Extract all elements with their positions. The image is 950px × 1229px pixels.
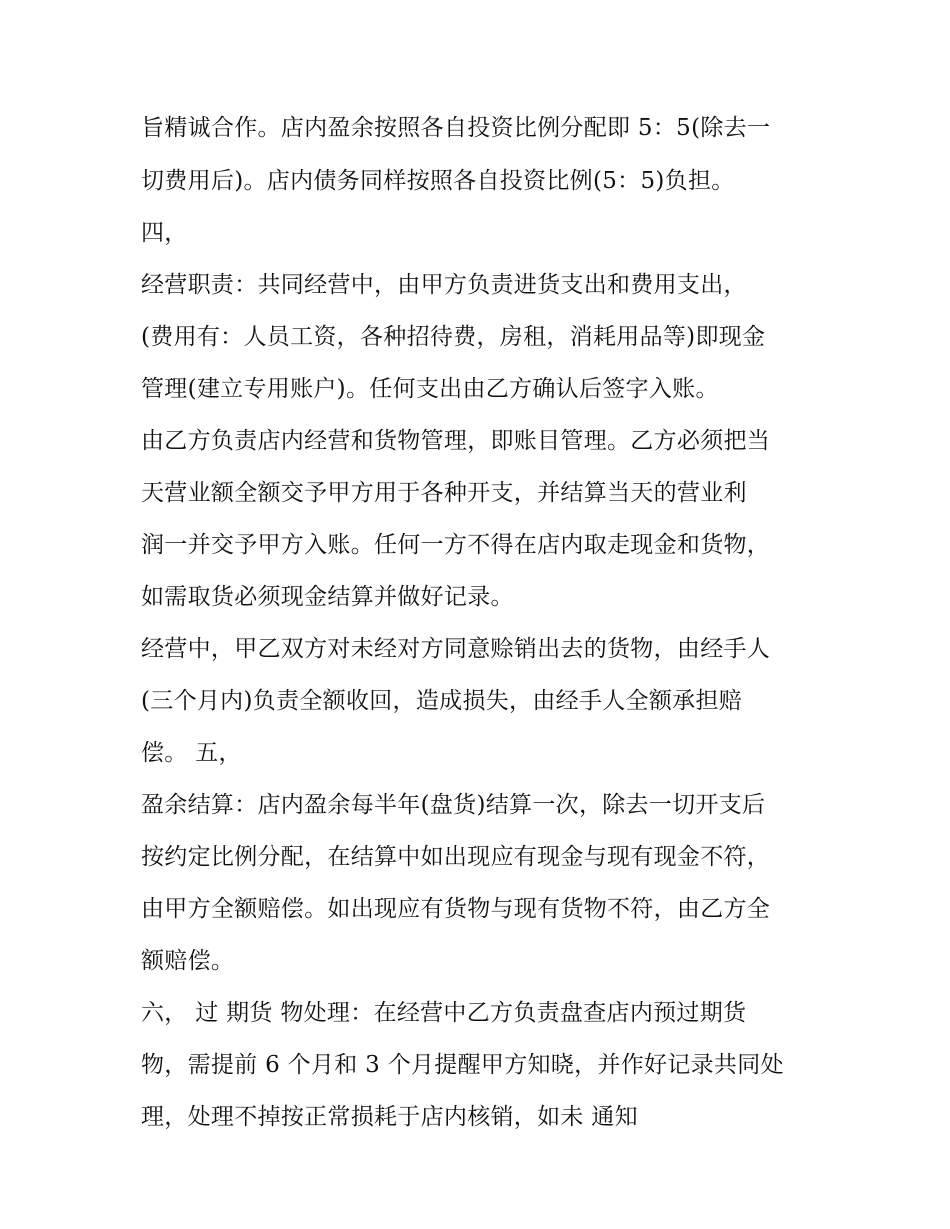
text-line: (三个月内)负责全额收回，造成损失，由经手人全额承担赔 — [141, 688, 743, 714]
text-line: 切费用后)。店内债务同样按照各自投资比例(5：5)负担。 — [141, 168, 735, 194]
text-line: 额赔偿。 — [141, 948, 235, 974]
text-line: 经营职责：共同经营中，由甲方负责进货支出和费用支出， — [141, 272, 747, 298]
text-line: 经营中，甲乙双方对未经对方同意赊销出去的货物，由经手人 — [141, 636, 771, 662]
text-line: 天营业额全额交予甲方用于各种开支，并结算当天的营业利 — [141, 480, 747, 506]
text-line: 润一并交予甲方入账。任何一方不得在店内取走现金和货物， — [141, 532, 771, 558]
text-line: (费用有：人员工资，各种招待费，房租，消耗用品等)即现金 — [141, 324, 766, 350]
text-line: 管理(建立专用账户)。任何支出由乙方确认后签字入账。 — [141, 376, 719, 402]
text-line: 盈余结算：店内盈余每半年(盘货)结算一次，除去一切开支后 — [141, 792, 766, 818]
text-line: 如需取货必须现金结算并做好记录。 — [141, 584, 514, 610]
text-line: 按约定比例分配，在结算中如出现应有现金与现有现金不符， — [141, 844, 771, 870]
text-line: 理，处理不掉按正常损耗于店内核销，如未 通知 — [141, 1104, 638, 1130]
text-line: 物，需提前 6 个月和 3 个月提醒甲方知晓，并作好记录共同处 — [141, 1052, 784, 1078]
text-line: 偿。 五， — [141, 740, 242, 766]
section-heading: 四， — [141, 220, 188, 246]
text-line: 旨精诚合作。店内盈余按照各自投资比例分配即 5：5(除去一 — [141, 115, 771, 141]
text-line: 由乙方负责店内经营和货物管理，即账目管理。乙方必须把当 — [141, 428, 771, 454]
text-line: 六， 过 期货 物处理：在经营中乙方负责盘查店内预过期货 — [141, 1000, 747, 1026]
text-line: 由甲方全额赔偿。如出现应有货物与现有货物不符，由乙方全 — [141, 896, 771, 922]
